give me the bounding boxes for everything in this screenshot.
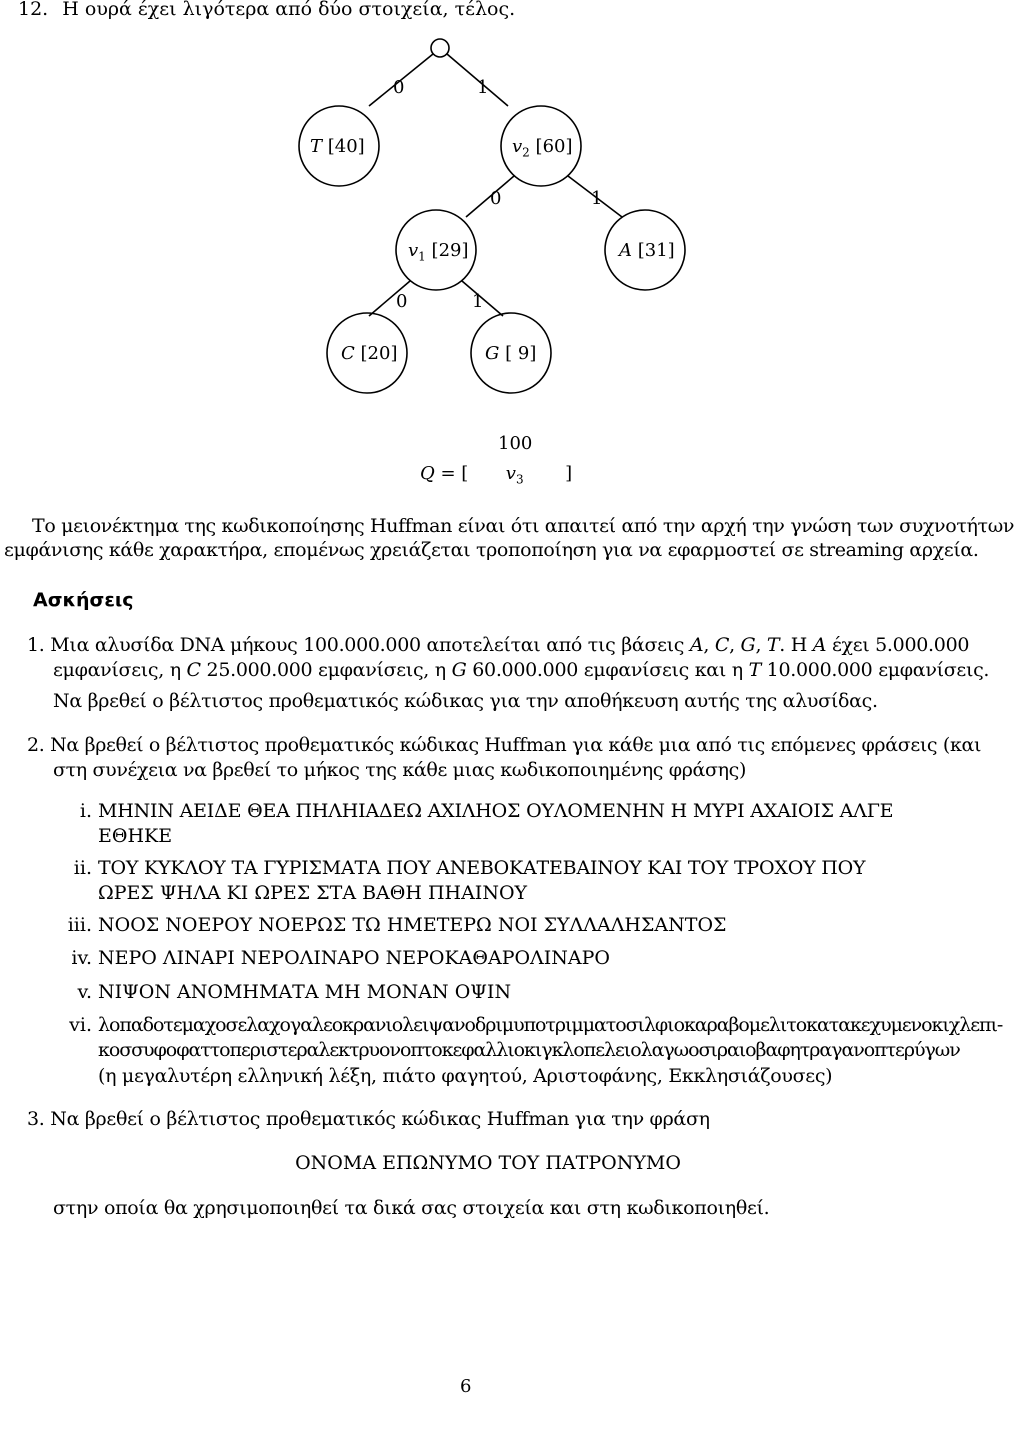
base-a-ref: A bbox=[812, 634, 827, 656]
node-g-symbol: G bbox=[485, 343, 500, 364]
base-t: T bbox=[766, 634, 780, 656]
subitem-i-number: i. bbox=[79, 800, 92, 822]
exercise-1-text-b: . Η bbox=[779, 634, 813, 656]
subitem-iv-line-1: ΝΕΡΟ ΛΙΝΑΡΙ ΝΕΡΟΛΙΝΑΡΟ ΝΕΡΟΚΑΘΑΡΟΛΙΝΑΡΟ bbox=[98, 947, 610, 969]
exercise-1-text-c: έχει 5.000.000 bbox=[826, 634, 970, 656]
base-c: C bbox=[714, 634, 730, 656]
node-label-t bbox=[310, 136, 365, 157]
subitem-v-line-1: ΝΙΨΟΝ ΑΝΟΜΗΜΑΤΑ ΜΗ ΜΟΝΑΝ ΟΨΙΝ bbox=[98, 981, 512, 1003]
queue-expression bbox=[420, 463, 572, 487]
node-c-symbol: C bbox=[341, 343, 355, 364]
exercise-1-text-f: 60.000.000 εμφανίσεις και η bbox=[466, 659, 749, 681]
exercise-2-line-1 bbox=[27, 733, 981, 757]
edge-label-v2-left: 0 bbox=[490, 188, 502, 209]
node-label-c bbox=[341, 343, 397, 364]
queue-sub: 3 bbox=[515, 472, 524, 487]
node-label-v1 bbox=[408, 240, 469, 264]
exercise-1-text-e: 25.000.000 εμφανίσεις, η bbox=[200, 659, 452, 681]
paragraph-line-2: εμφάνισης κάθε χαρακτήρα, επομένως χρειάζεται τροποποίηση για να εφαρμοστεί σε streaming αρχεία. bbox=[4, 539, 979, 561]
exercise-3-phrase: ΟΝΟΜΑ ΕΠΩΝΥΜΟ ΤΟΥ ΠΑΤΡΟΝΥΜΟ bbox=[295, 1152, 681, 1174]
queue-lhs: Q bbox=[420, 463, 435, 484]
paragraph-line-1: Το μειονέκτημα της κωδικοποίησης Huffman είναι ότι απαιτεί από την αρχή την γνώση των συχνοτήτων bbox=[32, 515, 1014, 537]
node-label-g bbox=[485, 343, 536, 364]
subitem-iii-line-1: ΝΟΟΣ ΝΟΕΡΟΥ ΝΟΕΡΩΣ ΤΩ ΗΜΕΤΕΡΩ ΝΟΙ ΣΥΛΛΑΛΗΣΑΝΤΟΣ bbox=[98, 914, 727, 936]
subitem-vi-line-3: (η μεγαλυτέρη ελληνική λέξη, πιάτο φαγητού, Αριστοφάνης, Εκκλησιάζουσες) bbox=[98, 1065, 833, 1087]
page-number: 6 bbox=[460, 1376, 472, 1397]
exercise-2-number: 2. bbox=[27, 734, 45, 756]
edge-label-v1-left: 0 bbox=[396, 291, 408, 312]
node-v2-weight: [60] bbox=[535, 136, 573, 157]
node-v1-weight: [29] bbox=[431, 240, 469, 261]
queue-close: ] bbox=[565, 463, 573, 484]
huffman-tree bbox=[0, 0, 960, 420]
node-label-v2 bbox=[512, 136, 573, 160]
base-a: A bbox=[689, 634, 704, 656]
exercise-3-number: 3. bbox=[27, 1108, 45, 1130]
exercise-1-text-d: εμφανίσεις, η bbox=[53, 659, 187, 681]
subitem-iii-number: iii. bbox=[67, 914, 92, 936]
edge-label-v2-right: 1 bbox=[591, 188, 603, 209]
node-v1-symbol: v bbox=[408, 240, 419, 261]
edge-label-v1-right: 1 bbox=[472, 291, 484, 312]
node-label-a bbox=[619, 240, 675, 261]
subitem-vi-line-1: λοπαδοτεμαχοσελαχογαλεοκρανιολειψανοδριμυποτριμματοσιλφιοκαραβομελιτοκατακεχυμενοκιχλεπι- bbox=[98, 1014, 1003, 1036]
node-v1-sub: 1 bbox=[418, 249, 426, 264]
node-a-symbol: A bbox=[619, 240, 632, 261]
subitem-ii-number: ii. bbox=[73, 857, 92, 879]
subitem-v-number: v. bbox=[77, 981, 92, 1003]
edge-label-root-right: 1 bbox=[477, 77, 489, 98]
subitem-ii-line-1: ΤΟΥ ΚΥΚΛΟΥ ΤΑ ΓΥΡΙΣΜΑΤΑ ΠΟΥ ΑΝΕΒΟΚΑΤΕΒΑΙΝΟΥ ΚΑΙ ΤΟΥ ΤΡΟΧΟΥ ΠΟΥ bbox=[98, 857, 866, 879]
exercise-3-text: Να βρεθεί ο βέλτιστος προθεματικός κώδικας Huffman για την φράση bbox=[50, 1108, 710, 1130]
section-heading: Ασκήσεις bbox=[33, 589, 134, 611]
subitem-vi-number: vi. bbox=[69, 1014, 92, 1036]
node-g-weight: [ 9] bbox=[505, 343, 537, 364]
edge-label-root-left: 0 bbox=[393, 77, 405, 98]
node-v2-sub: 2 bbox=[522, 145, 530, 160]
base-g-ref: G bbox=[451, 659, 467, 681]
subitem-vi-line-2: κοσσυφοφαττοπεριστεραλεκτρυονοπτοκεφαλλιοκιγκλοπελειολαγωοσιραιοβαφητραγανοπτερύγων bbox=[98, 1039, 960, 1061]
exercise-1-number: 1. bbox=[27, 634, 45, 656]
item-12-text: Η ουρά έχει λιγότερα από δύο στοιχεία, τέλος. bbox=[62, 0, 516, 20]
exercise-3-line-2: στην οποία θα χρησιμοποιηθεί τα δικά σας στοιχεία και στη κωδικοποιηθεί. bbox=[53, 1197, 770, 1219]
base-t-ref: T bbox=[748, 659, 761, 681]
subitem-i-line-2: ΕΘΗΚΕ bbox=[98, 825, 173, 847]
exercise-1-line-3: Να βρεθεί ο βέλτιστος προθεματικός κώδικας για την αποθήκευση αυτής της αλυσίδας. bbox=[53, 690, 878, 712]
base-c-ref: C bbox=[186, 659, 201, 681]
tree-root-node bbox=[431, 39, 449, 57]
node-t-weight: [40] bbox=[327, 136, 365, 157]
exercise-1-line-1: 1. Μια αλυσίδα DNA μήκους 100.000.000 αποτελείται από τις βάσεις A, C, G, T. Η A έχει 5.000.000 bbox=[27, 634, 970, 656]
subitem-iv-number: iv. bbox=[71, 947, 92, 969]
node-t-symbol: T bbox=[310, 136, 323, 157]
subitem-i-line-1: ΜΗΝΙΝ ΑΕΙΔΕ ΘΕΑ ΠΗΛΗΙΑΔΕΩ ΑΧΙΛΗΟΣ ΟΥΛΟΜΕΝΗΝ Η ΜΥΡΙ ΑΧΑΙΟΙΣ ΑΛΓΕ bbox=[98, 800, 894, 822]
node-c-weight: [20] bbox=[360, 343, 398, 364]
item-12-number: 12. bbox=[18, 0, 49, 20]
exercise-3-line-1 bbox=[27, 1107, 710, 1131]
queue-open: = [ bbox=[440, 463, 469, 484]
exercise-1-text-a: Μια αλυσίδα DNA μήκους 100.000.000 αποτελείται από τις βάσεις bbox=[50, 634, 690, 656]
exercise-1-text-g: 10.000.000 εμφανίσεις. bbox=[760, 659, 990, 681]
exercise-2-line-2: στη συνέχεια να βρεθεί το μήκος της κάθε μιας κωδικοποιημένης φράσης) bbox=[53, 759, 747, 781]
node-a-weight: [31] bbox=[637, 240, 675, 261]
exercise-2-text: Να βρεθεί ο βέλτιστος προθεματικός κώδικας Huffman για κάθε μια από τις επόμενες φράσεις (και bbox=[50, 734, 982, 756]
subitem-ii-line-2: ΩΡΕΣ ΨΗΛΑ ΚΙ ΩΡΕΣ ΣΤΑ ΒΑΘΗ ΠΗΑΙΝΟΥ bbox=[98, 882, 528, 904]
base-g: G bbox=[740, 634, 756, 656]
queue-symbol: v bbox=[505, 463, 516, 484]
node-v2-symbol: v bbox=[512, 136, 523, 157]
queue-weight: 100 bbox=[498, 433, 533, 454]
exercise-1-line-2 bbox=[53, 658, 989, 682]
